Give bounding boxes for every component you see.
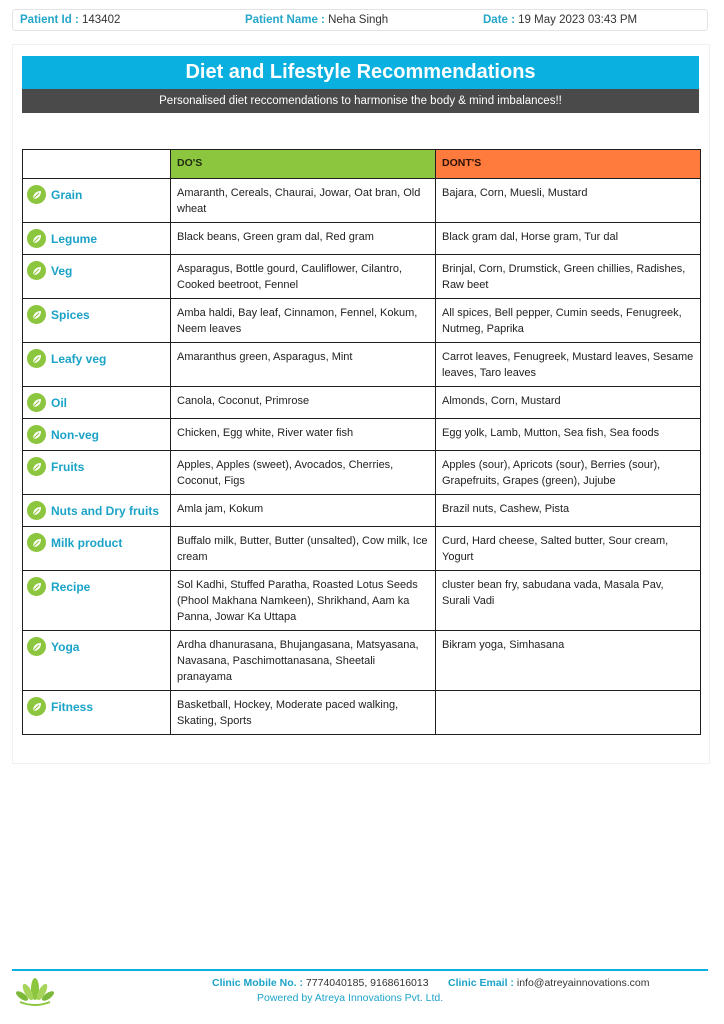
clinic-email-label: Clinic Email : [448, 977, 514, 989]
clinic-contact [212, 977, 650, 989]
category-label: Legume [51, 231, 98, 246]
patient-name [245, 10, 388, 30]
clinic-mobile-label: Clinic Mobile No. : [212, 977, 303, 989]
donts-header: DONT'S [436, 150, 701, 179]
table-row [23, 223, 701, 255]
category-cell [23, 691, 171, 735]
table-row [23, 299, 701, 343]
clinic-mobile [212, 977, 429, 989]
category-cell [23, 255, 171, 299]
category-label: Fitness [51, 699, 94, 714]
table-row [23, 571, 701, 631]
dos-cell: Ardha dhanurasana, Bhujangasana, Matsyasana, Navasana, Paschimottanasana, Sheetali pranayama [171, 631, 436, 691]
grain-icon [27, 185, 46, 204]
donts-cell: Almonds, Corn, Mustard [436, 387, 701, 419]
category-header [23, 150, 171, 179]
donts-cell: Curd, Hard cheese, Salted butter, Sour cream, Yogurt [436, 527, 701, 571]
category-label: Veg [51, 263, 73, 278]
page-title: Diet and Lifestyle Recommendations [22, 56, 699, 89]
dos-cell: Sol Kadhi, Stuffed Paratha, Roasted Lotus Seeds (Phool Makhana Namkeen), Shrikhand, Aam ka Panna, Jowar Ka Uttapa [171, 571, 436, 631]
donts-cell: Apples (sour), Apricots (sour), Berries (sour), Grapefruits, Grapes (green), Jujube [436, 451, 701, 495]
table-row [23, 631, 701, 691]
report-date-value: 19 May 2023 03:43 PM [518, 14, 638, 26]
category-cell [23, 451, 171, 495]
category-cell [23, 387, 171, 419]
category-cell [23, 419, 171, 451]
dos-cell: Apples, Apples (sweet), Avocados, Cherries, Coconut, Figs [171, 451, 436, 495]
category-cell [23, 299, 171, 343]
donts-cell: Brinjal, Corn, Drumstick, Green chillies, Radishes, Raw beet [436, 255, 701, 299]
donts-cell: Egg yolk, Lamb, Mutton, Sea fish, Sea foods [436, 419, 701, 451]
report-date-label: Date : [483, 14, 515, 26]
report-date [483, 10, 637, 30]
lotus-logo-icon [14, 975, 56, 1009]
veg-icon [27, 261, 46, 280]
milk-icon [27, 533, 46, 552]
dos-cell: Asparagus, Bottle gourd, Cauliflower, Cilantro, Cooked beetroot, Fennel [171, 255, 436, 299]
category-label: Non-veg [51, 427, 99, 442]
category-label: Yoga [51, 639, 80, 654]
powered-by: Powered by Atreya Innovations Pvt. Ltd. [257, 992, 444, 1004]
category-label: Spices [51, 307, 90, 322]
table-row [23, 179, 701, 223]
patient-id [20, 10, 120, 30]
category-cell [23, 179, 171, 223]
donts-cell: Bikram yoga, Simhasana [436, 631, 701, 691]
table-row [23, 691, 701, 735]
patient-name-label: Patient Name : [245, 14, 325, 26]
category-cell [23, 343, 171, 387]
dos-cell: Buffalo milk, Butter, Butter (unsalted), Cow milk, Ice cream [171, 527, 436, 571]
fitness-icon [27, 697, 46, 716]
clinic-email [448, 977, 650, 989]
non-veg-icon [27, 425, 46, 444]
category-label: Oil [51, 395, 68, 410]
leafy-veg-icon [27, 349, 46, 368]
donts-cell: Brazil nuts, Cashew, Pista [436, 495, 701, 527]
page-subtitle: Personalised diet reccomendations to harmonise the body & mind imbalances!! [22, 89, 699, 113]
dos-cell: Amaranthus green, Asparagus, Mint [171, 343, 436, 387]
patient-name-value: Neha Singh [328, 14, 389, 26]
dos-header: DO'S [171, 150, 436, 179]
category-label: Nuts and Dry fruits [51, 503, 160, 518]
table-row [23, 343, 701, 387]
donts-cell: Carrot leaves, Fenugreek, Mustard leaves, Sesame leaves, Taro leaves [436, 343, 701, 387]
patient-id-label: Patient Id : [20, 14, 79, 26]
fruits-icon [27, 457, 46, 476]
donts-cell [436, 691, 701, 735]
category-label: Grain [51, 187, 83, 202]
table-row [23, 527, 701, 571]
category-label: Milk product [51, 535, 123, 550]
patient-id-value: 143402 [81, 14, 121, 26]
legume-icon [27, 229, 46, 248]
category-cell [23, 571, 171, 631]
footer-divider [12, 969, 708, 971]
dos-cell: Chicken, Egg white, River water fish [171, 419, 436, 451]
table-row [23, 495, 701, 527]
oil-icon [27, 393, 46, 412]
category-label: Leafy veg [51, 351, 107, 366]
donts-cell: cluster bean fry, sabudana vada, Masala Pav, Surali Vadi [436, 571, 701, 631]
category-label: Recipe [51, 579, 91, 594]
dos-cell: Canola, Coconut, Primrose [171, 387, 436, 419]
dos-cell: Amba haldi, Bay leaf, Cinnamon, Fennel, Kokum, Neem leaves [171, 299, 436, 343]
table-header-row [23, 150, 701, 179]
nuts-icon [27, 501, 46, 520]
table-row [23, 387, 701, 419]
table-row [23, 419, 701, 451]
donts-cell: Black gram dal, Horse gram, Tur dal [436, 223, 701, 255]
diet-table-body [23, 179, 701, 735]
clinic-email-value: info@atreyainnovations.com [516, 977, 650, 989]
category-label: Fruits [51, 459, 85, 474]
recipe-icon [27, 577, 46, 596]
category-cell [23, 631, 171, 691]
dos-cell: Basketball, Hockey, Moderate paced walking, Skating, Sports [171, 691, 436, 735]
table-row [23, 255, 701, 299]
patient-info-bar [12, 9, 708, 31]
table-row [23, 451, 701, 495]
dos-cell: Amla jam, Kokum [171, 495, 436, 527]
donts-cell: All spices, Bell pepper, Cumin seeds, Fenugreek, Nutmeg, Paprika [436, 299, 701, 343]
category-cell [23, 495, 171, 527]
dos-cell: Amaranth, Cereals, Chaurai, Jowar, Oat bran, Old wheat [171, 179, 436, 223]
category-cell [23, 527, 171, 571]
diet-table [22, 149, 701, 735]
category-cell [23, 223, 171, 255]
clinic-mobile-value: 7774040185, 9168616013 [305, 977, 429, 989]
dos-cell: Black beans, Green gram dal, Red gram [171, 223, 436, 255]
donts-cell: Bajara, Corn, Muesli, Mustard [436, 179, 701, 223]
spices-icon [27, 305, 46, 324]
yoga-icon [27, 637, 46, 656]
